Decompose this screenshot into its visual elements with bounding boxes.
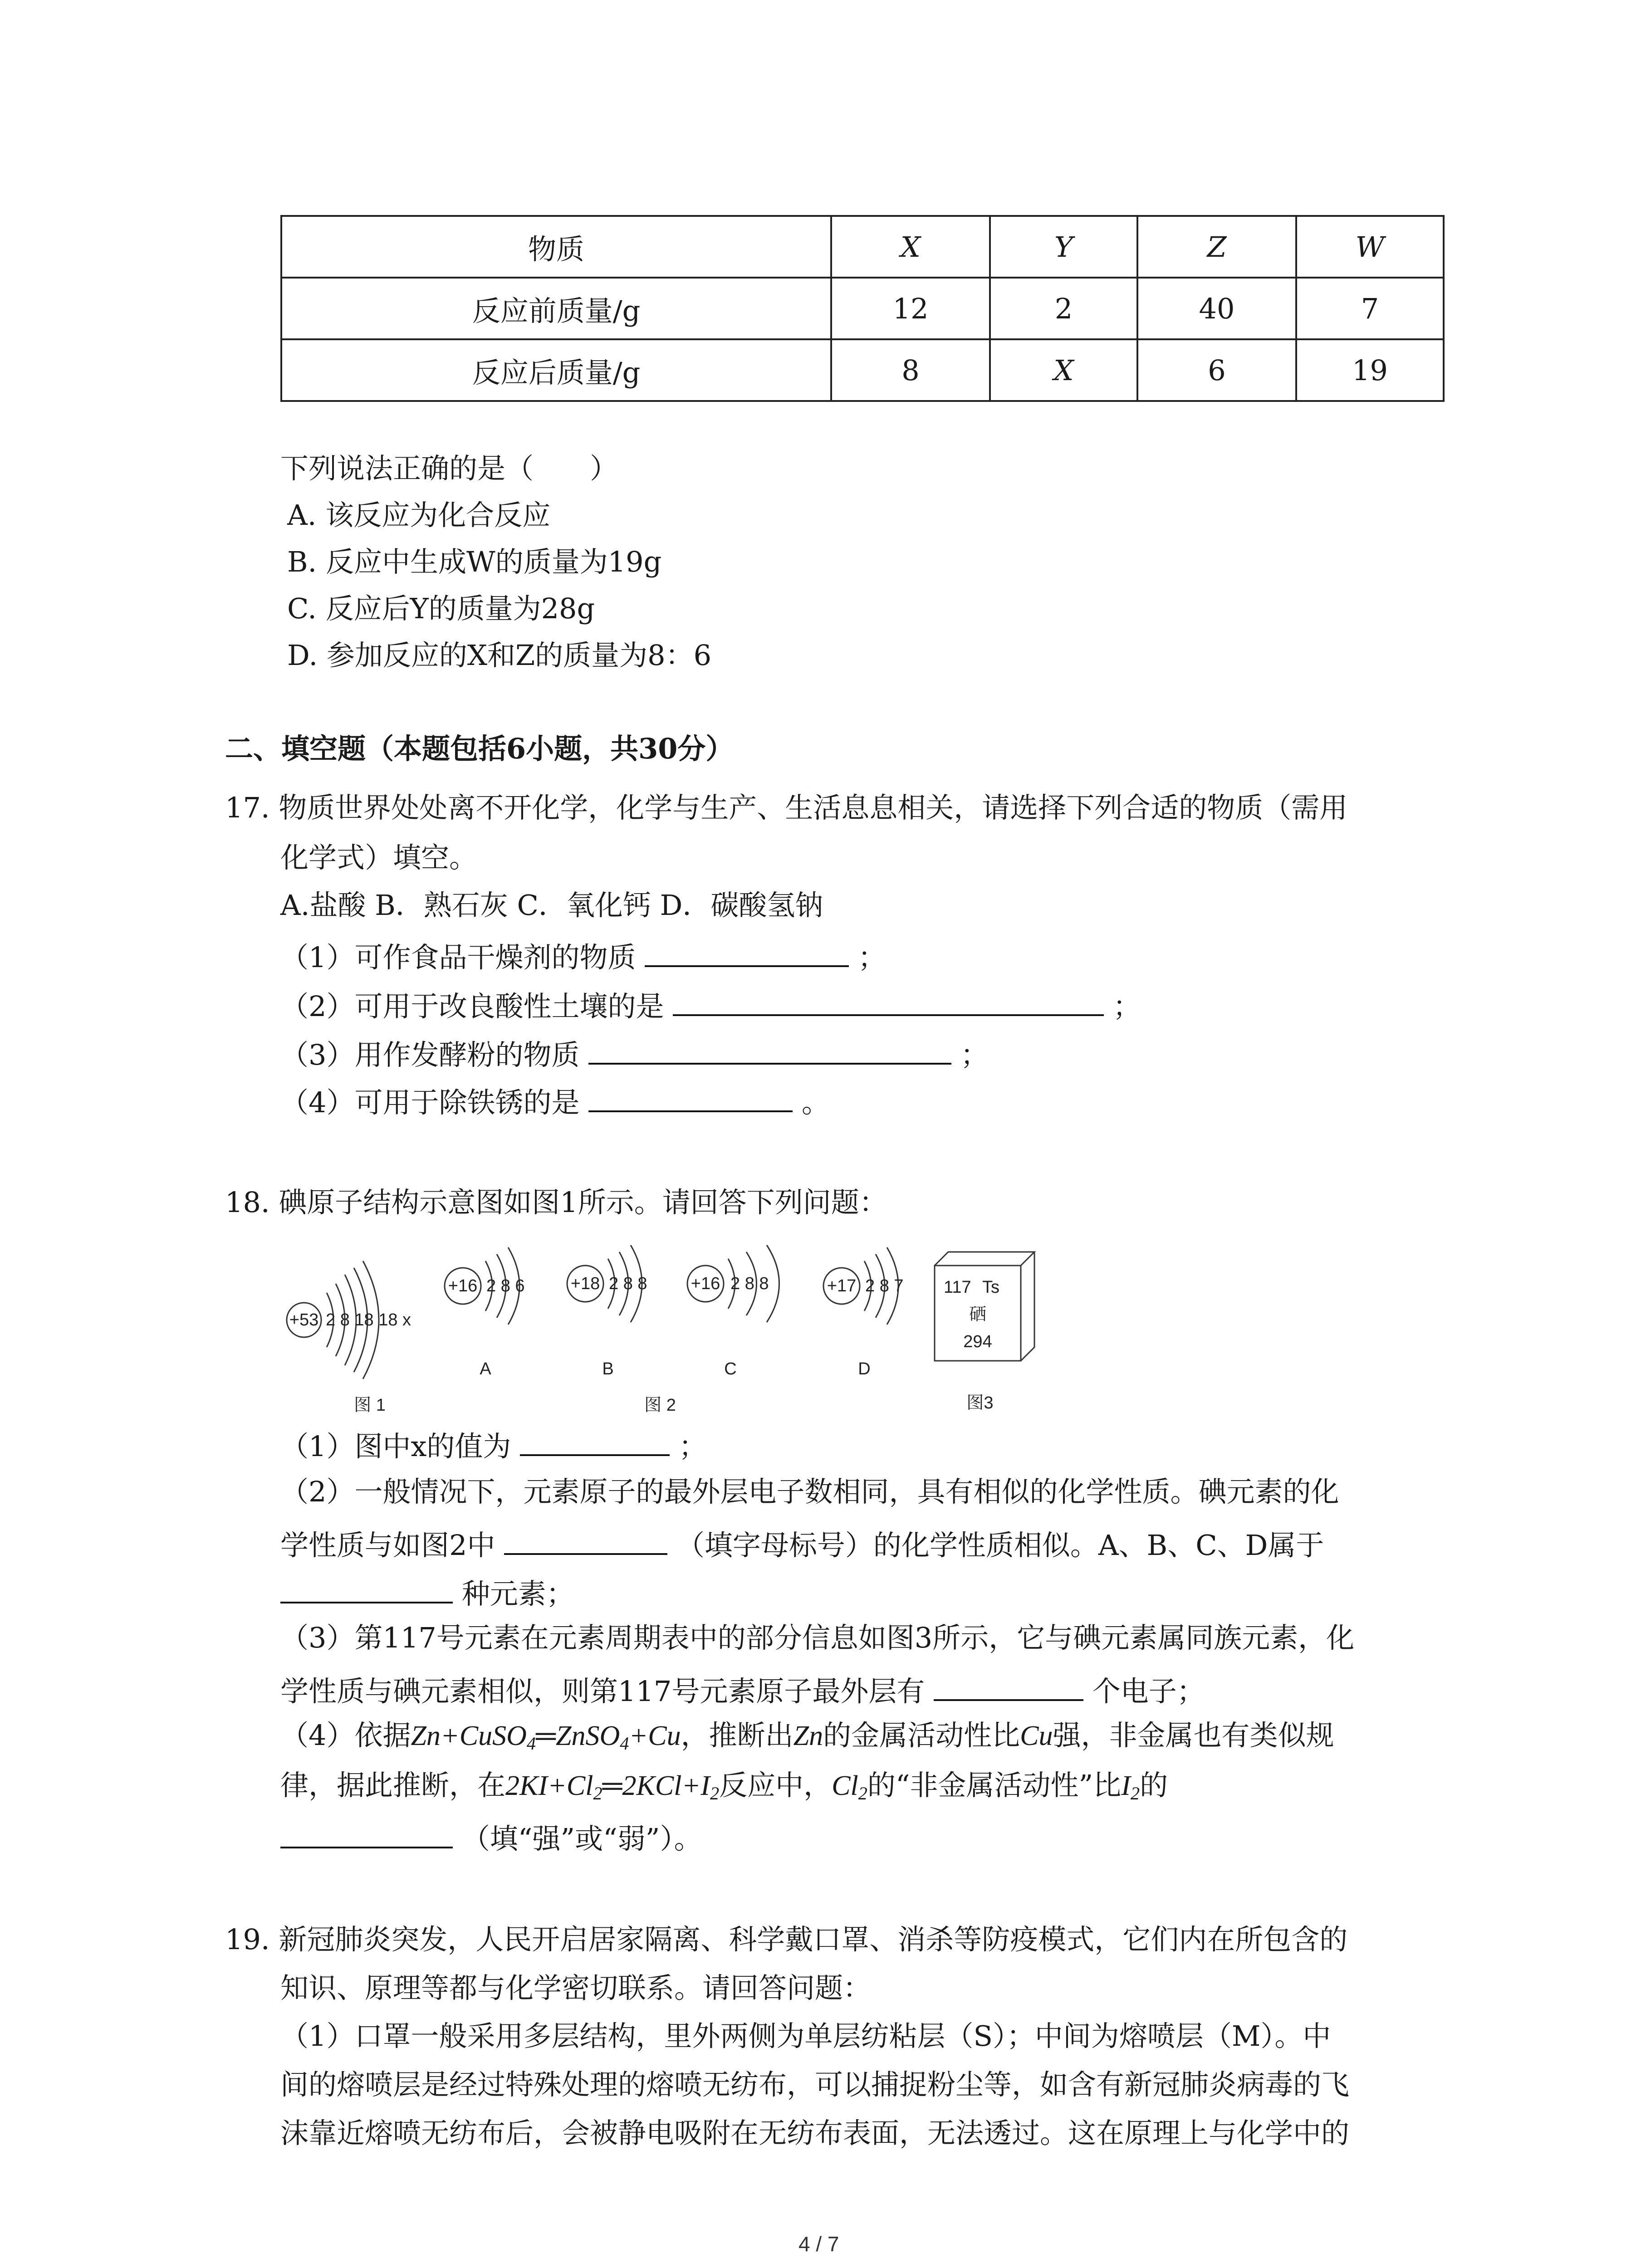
page-number: 4 / 7 [798, 2232, 839, 2256]
q17-choices: A.盐酸 B．熟石灰 C．氧化钙 D．碳酸氢钠 [280, 889, 823, 922]
label-d: D [858, 1359, 871, 1378]
answer-blank[interactable] [280, 1576, 453, 1603]
text-run: （4）依据 [280, 1719, 411, 1752]
q18-sub2-line1: （2）一般情况下，元素原子的最外层电子数相同，具有相似的化学性质。碘元素的化 [280, 1475, 1339, 1508]
formula: I [1121, 1770, 1131, 1801]
q18-sub4-line1 [280, 1719, 1334, 1754]
formula-sub: 2 [1130, 1783, 1140, 1804]
q18-sub2-line2a: 学性质与如图2中 [280, 1529, 495, 1562]
formula: Zn [793, 1721, 823, 1751]
q19-sub1-line3: 沫靠近熔喷无纺布后，会被静电吸附在无纺布表面，无法透过。这在原理上与化学中的 [280, 2116, 1350, 2150]
q19-line1: 19. 新冠肺炎突发，人民开启居家隔离、科学戴口罩、消杀等防疫模式，它们内在所包含的 [225, 1923, 1348, 1956]
q18-sub2-line2b: （填字母标号）的化学性质相似。A、B、C、D属于 [676, 1529, 1324, 1562]
q16-stem: 下列说法正确的是（ ） [280, 452, 618, 485]
formula-sub: 4 [526, 1733, 536, 1754]
q17-sub2-text: （2）可用于改良酸性土壤的是 [280, 990, 664, 1023]
q17-sub4-end: 。 [801, 1086, 830, 1119]
text-run: 的 [1140, 1769, 1168, 1802]
iodine-shells: 2 8 18 18 x [326, 1310, 411, 1330]
q16-option-c: C. 反应后Y的质量为28g [287, 592, 595, 625]
table-cell: 12 [831, 278, 990, 339]
q18-sub4-line2 [280, 1769, 1168, 1804]
q19-sub1-line1: （1）口罩一般采用多层结构，里外两侧为单层纺粘层（S）；中间为熔喷层（M）。中 [280, 2019, 1331, 2053]
text-run: 律，据此推断，在 [280, 1769, 506, 1802]
atom-a-shells: 2 8 6 [486, 1276, 525, 1295]
q17-sub3-end: ； [960, 1038, 989, 1071]
q18-sub4-line3-text: （填“强”或“弱”）。 [461, 1822, 702, 1855]
q16-option-b: B. 反应中生成W的质量为19g [287, 545, 662, 578]
q17-line2: 化学式）填空。 [280, 841, 478, 874]
q17-sub1-end: ； [857, 941, 886, 974]
cell-number: 117 [944, 1278, 971, 1297]
q18-sub3-line2a: 学性质与碘元素相似，则第117号元素原子最外层有 [280, 1675, 925, 1708]
answer-blank[interactable] [280, 1821, 453, 1848]
q17-sub3 [280, 1037, 989, 1069]
table-cell: 反应前质量/g [281, 278, 831, 339]
fig3-caption: 图3 [966, 1393, 994, 1413]
formula: 2KI+Cl [505, 1770, 593, 1801]
text-run: 的金属活动性比 [823, 1719, 1020, 1752]
q17-sub1-text: （1）可作食品干燥剂的物质 [280, 941, 636, 974]
table-header-row [281, 216, 1444, 278]
q19-line2: 知识、原理等都与化学密切联系。请回答问题： [280, 1971, 872, 2004]
fig2-caption: 图 2 [644, 1396, 676, 1415]
q17-line1: 17. 物质世界处处离不开化学，化学与生产、生活息息相关，请选择下列合适的物质（需用 [225, 791, 1348, 824]
q18-sub2-line3-text: 种元素； [461, 1577, 574, 1610]
text-run: 的“非金属活动性”比 [867, 1769, 1122, 1802]
cell-name: 硒 [969, 1305, 987, 1324]
q18-sub4-line3 [280, 1821, 702, 1853]
table-cell: 19 [1296, 339, 1444, 401]
answer-blank[interactable] [588, 1037, 951, 1065]
q18-sub1 [280, 1429, 707, 1461]
formula-sub: 4 [620, 1733, 629, 1754]
label-c: C [724, 1359, 737, 1378]
answer-blank[interactable] [934, 1674, 1083, 1701]
q19-sub1-line2: 间的熔喷层是经过特殊处理的熔喷无纺布，可以捕捉粉尘等，如含有新冠肺炎病毒的飞 [280, 2068, 1350, 2101]
q18-sub3-line2 [280, 1674, 1205, 1706]
atom-c-shells: 2 8 8 [730, 1274, 769, 1293]
q18-sub3-line2b: 个电子； [1092, 1675, 1205, 1708]
q17-sub4 [280, 1085, 830, 1117]
q17-sub4-text: （4）可用于除铁锈的是 [280, 1086, 580, 1119]
q18-sub2-line2 [280, 1528, 1324, 1562]
q18-sub2-line3 [280, 1576, 574, 1608]
table-cell: 2 [990, 278, 1137, 339]
formula: ═ZnSO [536, 1721, 620, 1751]
atomic-structure-figure [272, 1243, 1089, 1424]
atom-b-charge: +18 [570, 1274, 600, 1293]
iodine-nucleus-charge: +53 [289, 1310, 319, 1330]
answer-blank[interactable] [504, 1528, 667, 1555]
q17-sub1 [280, 940, 886, 972]
section-title: 二、填空题（本题包括6小题，共30分） [225, 732, 734, 765]
formula-sub: 2 [858, 1783, 867, 1804]
atom-b-shells: 2 8 8 [609, 1274, 647, 1293]
table-cell: 40 [1137, 278, 1296, 339]
formula-sub: 2 [593, 1783, 603, 1804]
q17-sub2 [280, 989, 1141, 1021]
label-b: B [602, 1359, 614, 1378]
q17-sub2-end: ； [1112, 990, 1141, 1023]
answer-blank[interactable] [588, 1085, 793, 1112]
table-cell: 反应后质量/g [281, 339, 831, 401]
q18-sub1-text: （1）图中x的值为 [280, 1430, 511, 1463]
text-run: 反应中， [719, 1769, 832, 1802]
formula: +Cu [629, 1721, 681, 1751]
formula: ═2KCl+I [602, 1770, 710, 1801]
formula: Cu [1020, 1721, 1053, 1751]
fig1-caption: 图 1 [354, 1396, 386, 1415]
label-a: A [480, 1359, 491, 1378]
text-run: ，推断出 [681, 1719, 794, 1752]
table-row [281, 278, 1444, 339]
table-header-cell: X [831, 216, 990, 278]
answer-blank[interactable] [520, 1429, 670, 1456]
atom-a-charge: +16 [448, 1276, 478, 1295]
cell-mass: 294 [963, 1332, 992, 1351]
q16-option-a: A. 该反应为化合反应 [287, 499, 551, 532]
atom-d-charge: +17 [827, 1276, 857, 1295]
formula: Zn+CuSO [411, 1721, 527, 1751]
formula: Cl [832, 1770, 858, 1801]
table-cell: X [990, 339, 1137, 401]
atom-d-shells: 2 8 7 [865, 1276, 904, 1295]
table-header-cell: Z [1137, 216, 1296, 278]
q16-option-d: D. 参加反应的X和Z的质量为8：6 [287, 639, 712, 672]
table-cell: 6 [1137, 339, 1296, 401]
cell-symbol: Ts [982, 1278, 999, 1297]
table-header-cell: W [1296, 216, 1444, 278]
table-row [281, 339, 1444, 401]
q17-sub3-text: （3）用作发酵粉的物质 [280, 1038, 580, 1071]
table-header-cell: 物质 [281, 216, 831, 278]
text-run: 强，非金属也有类似规 [1053, 1719, 1334, 1752]
atom-c-charge: +16 [691, 1274, 720, 1293]
q18-sub3-line1: （3）第117号元素在元素周期表中的部分信息如图3所示，它与碘元素属同族元素，化 [280, 1621, 1355, 1654]
table-cell: 8 [831, 339, 990, 401]
table-cell: 7 [1296, 278, 1444, 339]
mass-table [280, 215, 1445, 402]
table-header-cell: Y [990, 216, 1137, 278]
answer-blank[interactable] [645, 940, 849, 967]
formula-sub: 2 [710, 1783, 720, 1804]
answer-blank[interactable] [673, 989, 1104, 1016]
q18-sub1-end: ； [678, 1430, 707, 1463]
q18-line1: 18. 碘原子结构示意图如图1所示。请回答下列问题： [225, 1186, 887, 1219]
